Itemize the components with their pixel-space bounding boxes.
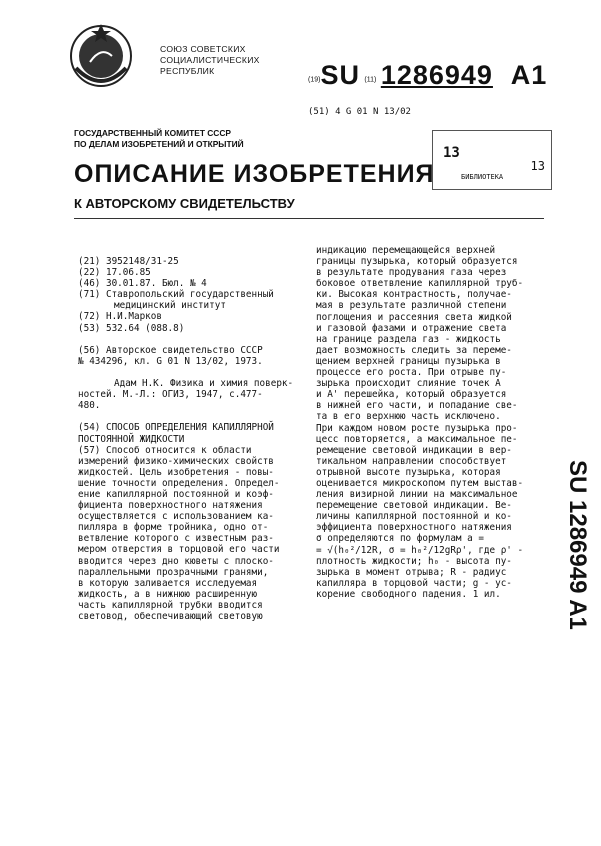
left-line: (71) Ставропольский государственный <box>78 289 274 301</box>
vertical-patent-number <box>548 460 591 690</box>
committee-name <box>74 128 244 150</box>
left-line: (72) Н.И.Марков <box>78 311 162 323</box>
left-line: ПОСТОЯННОЙ ЖИДКОСТИ <box>78 433 185 445</box>
right-line: личины капиллярной постоянной и ко- <box>316 511 512 523</box>
union-line: РЕСПУБЛИК <box>160 66 215 76</box>
left-line: вводится через дно кюветы с плоско- <box>78 555 274 567</box>
right-line: σ определяются по формулам a = <box>316 533 484 545</box>
right-line: мая в результате различной степени <box>316 300 507 312</box>
right-line: При каждом новом росте пузырька про- <box>316 422 518 434</box>
left-line: мером отверстия в торцовой его части <box>78 544 280 556</box>
right-line: границы пузырька, который образуется <box>316 256 518 268</box>
ipc-classification: (51) 4 G 01 N 13/02 <box>308 107 411 117</box>
right-line: та в его верхнюю часть исключено. <box>316 411 501 423</box>
code-19: (19) <box>308 76 321 84</box>
left-line: (22) 17.06.85 <box>78 267 151 279</box>
right-line: щением верхней границы пузырька в <box>316 355 501 367</box>
country-code: SU <box>320 60 360 90</box>
left-line <box>78 411 293 422</box>
stamp-number: 13 <box>443 145 460 161</box>
right-line: тикальном направлении способствует <box>316 455 507 467</box>
vertical-patent-number-text: SU 1286949 A1 <box>564 460 591 630</box>
left-line: ностей. М.-Л.: ОГИЗ, 1947, с.477- <box>78 389 263 401</box>
left-line: (46) 30.01.87. Бюл. № 4 <box>78 278 207 290</box>
right-line: зырька в момент отрыва; R - радиус <box>316 566 507 578</box>
left-line: № 434296, кл. G 01 N 13/02, 1973. <box>78 355 263 367</box>
right-line: в результате продувания газа через <box>316 267 507 279</box>
left-line <box>78 334 293 345</box>
right-column <box>316 245 523 600</box>
right-line: боковое ответвление капиллярной труб- <box>316 278 524 290</box>
right-line: поглощения и рассеяния света жидкой <box>316 311 512 323</box>
left-line: осуществляется с использованием ка- <box>78 511 274 523</box>
left-line <box>78 367 293 378</box>
left-line: измерений физико-химических свойств <box>78 455 274 467</box>
stamp-label: БИБЛИОТЕКА <box>461 173 504 181</box>
left-line: 480. <box>78 400 101 412</box>
document-title: ОПИСАНИЕ ИЗОБРЕТЕНИЯ <box>74 160 435 188</box>
left-line: (56) Авторское свидетельство СССР <box>78 344 263 356</box>
left-line: ение капиллярной постоянной и коэф- <box>78 488 274 500</box>
right-line: ремещение световой индикации в вер- <box>316 444 512 456</box>
left-line: часть капиллярной трубки вводится <box>78 599 263 611</box>
right-line: эффициента поверхностного натяжения <box>316 522 512 534</box>
union-name <box>160 44 260 77</box>
right-line: процессе его роста. При отрыве пу- <box>316 367 507 379</box>
kind-code: A1 <box>510 60 548 90</box>
right-line: индикацию перемещающейся верхней <box>316 245 496 256</box>
patent-number: 1286949 <box>380 60 493 90</box>
left-line: ветвление которого с известным раз- <box>78 533 274 545</box>
right-line: оценивается микроскопом путем выстав- <box>316 477 524 489</box>
right-line: ки. Высокая контрастность, получае- <box>316 289 512 301</box>
left-line: (54) СПОСОБ ОПРЕДЕЛЕНИЯ КАПИЛЛЯРНОЙ <box>78 422 274 434</box>
committee-line: ГОСУДАРСТВЕННЫЙ КОМИТЕТ СССР <box>74 128 231 138</box>
right-line: на границе раздела газ - жидкость <box>316 333 501 345</box>
right-line: цесс повторяется, а максимальное пе- <box>316 433 518 445</box>
left-line: (57) Способ относится к области <box>78 444 252 456</box>
right-line: капилляра в торцовой части; g - ус- <box>316 577 512 589</box>
right-line: зырька происходит слияние точек A <box>316 378 501 390</box>
right-line: и газовой фазами и отражение света <box>316 322 507 334</box>
left-line: в которую заливается исследуемая <box>78 577 258 589</box>
code-11: (11) <box>364 76 377 84</box>
left-line: медицинский институт <box>114 300 226 312</box>
right-line: отрывной высоте пузырька, которая <box>316 466 501 478</box>
right-line: и A' перешейка, который образуется <box>316 389 507 401</box>
right-line: корение свободного падения. 1 ил. <box>316 588 501 600</box>
right-line: перемещение световой индикации. Ве- <box>316 500 512 512</box>
document-subtitle: К АВТОРСКОМУ СВИДЕТЕЛЬСТВУ <box>74 196 295 211</box>
left-line: шение точности определения. Определ- <box>78 477 280 489</box>
left-line: параллельными прозрачными гранями, <box>78 566 269 578</box>
left-line: Адам Н.К. Физика и химия поверк- <box>114 378 294 390</box>
union-line: СОЦИАЛИСТИЧЕСКИХ <box>160 55 260 65</box>
ussr-emblem <box>62 16 140 94</box>
right-line: в нижней его части, и попадание све- <box>316 400 518 412</box>
right-line: плотность жидкости; h₀ - высота пу- <box>316 555 512 567</box>
right-line: дает возможность следить за переме- <box>316 344 512 356</box>
right-line: = √(h₀²/12R, σ = h₀²/12gRρ', где ρ' - <box>316 544 524 556</box>
union-line: СОЮЗ СОВЕТСКИХ <box>160 44 246 54</box>
left-line: жидкостей. Цель изобретения - повы- <box>78 466 274 478</box>
left-line: жидкость, а в нижнюю расширенную <box>78 588 258 600</box>
title-divider <box>74 218 544 219</box>
committee-line: ПО ДЕЛАМ ИЗОБРЕТЕНИЙ И ОТКРЫТИЙ <box>74 139 244 149</box>
left-column <box>78 256 293 622</box>
left-line: (53) 532.64 (088.8) <box>78 322 185 334</box>
patent-number-block <box>308 60 547 91</box>
left-line: пилляра в форме тройника, одно от- <box>78 522 269 534</box>
stamp-number-2: 13 <box>530 159 545 173</box>
right-line: ления визирной линии на максимальное <box>316 489 518 501</box>
left-line: фициента поверхностного натяжения <box>78 500 263 512</box>
left-line: (21) 3952148/31-25 <box>78 256 179 267</box>
library-stamp <box>432 130 552 190</box>
left-line: световод, обеспечивающий световую <box>78 611 263 622</box>
